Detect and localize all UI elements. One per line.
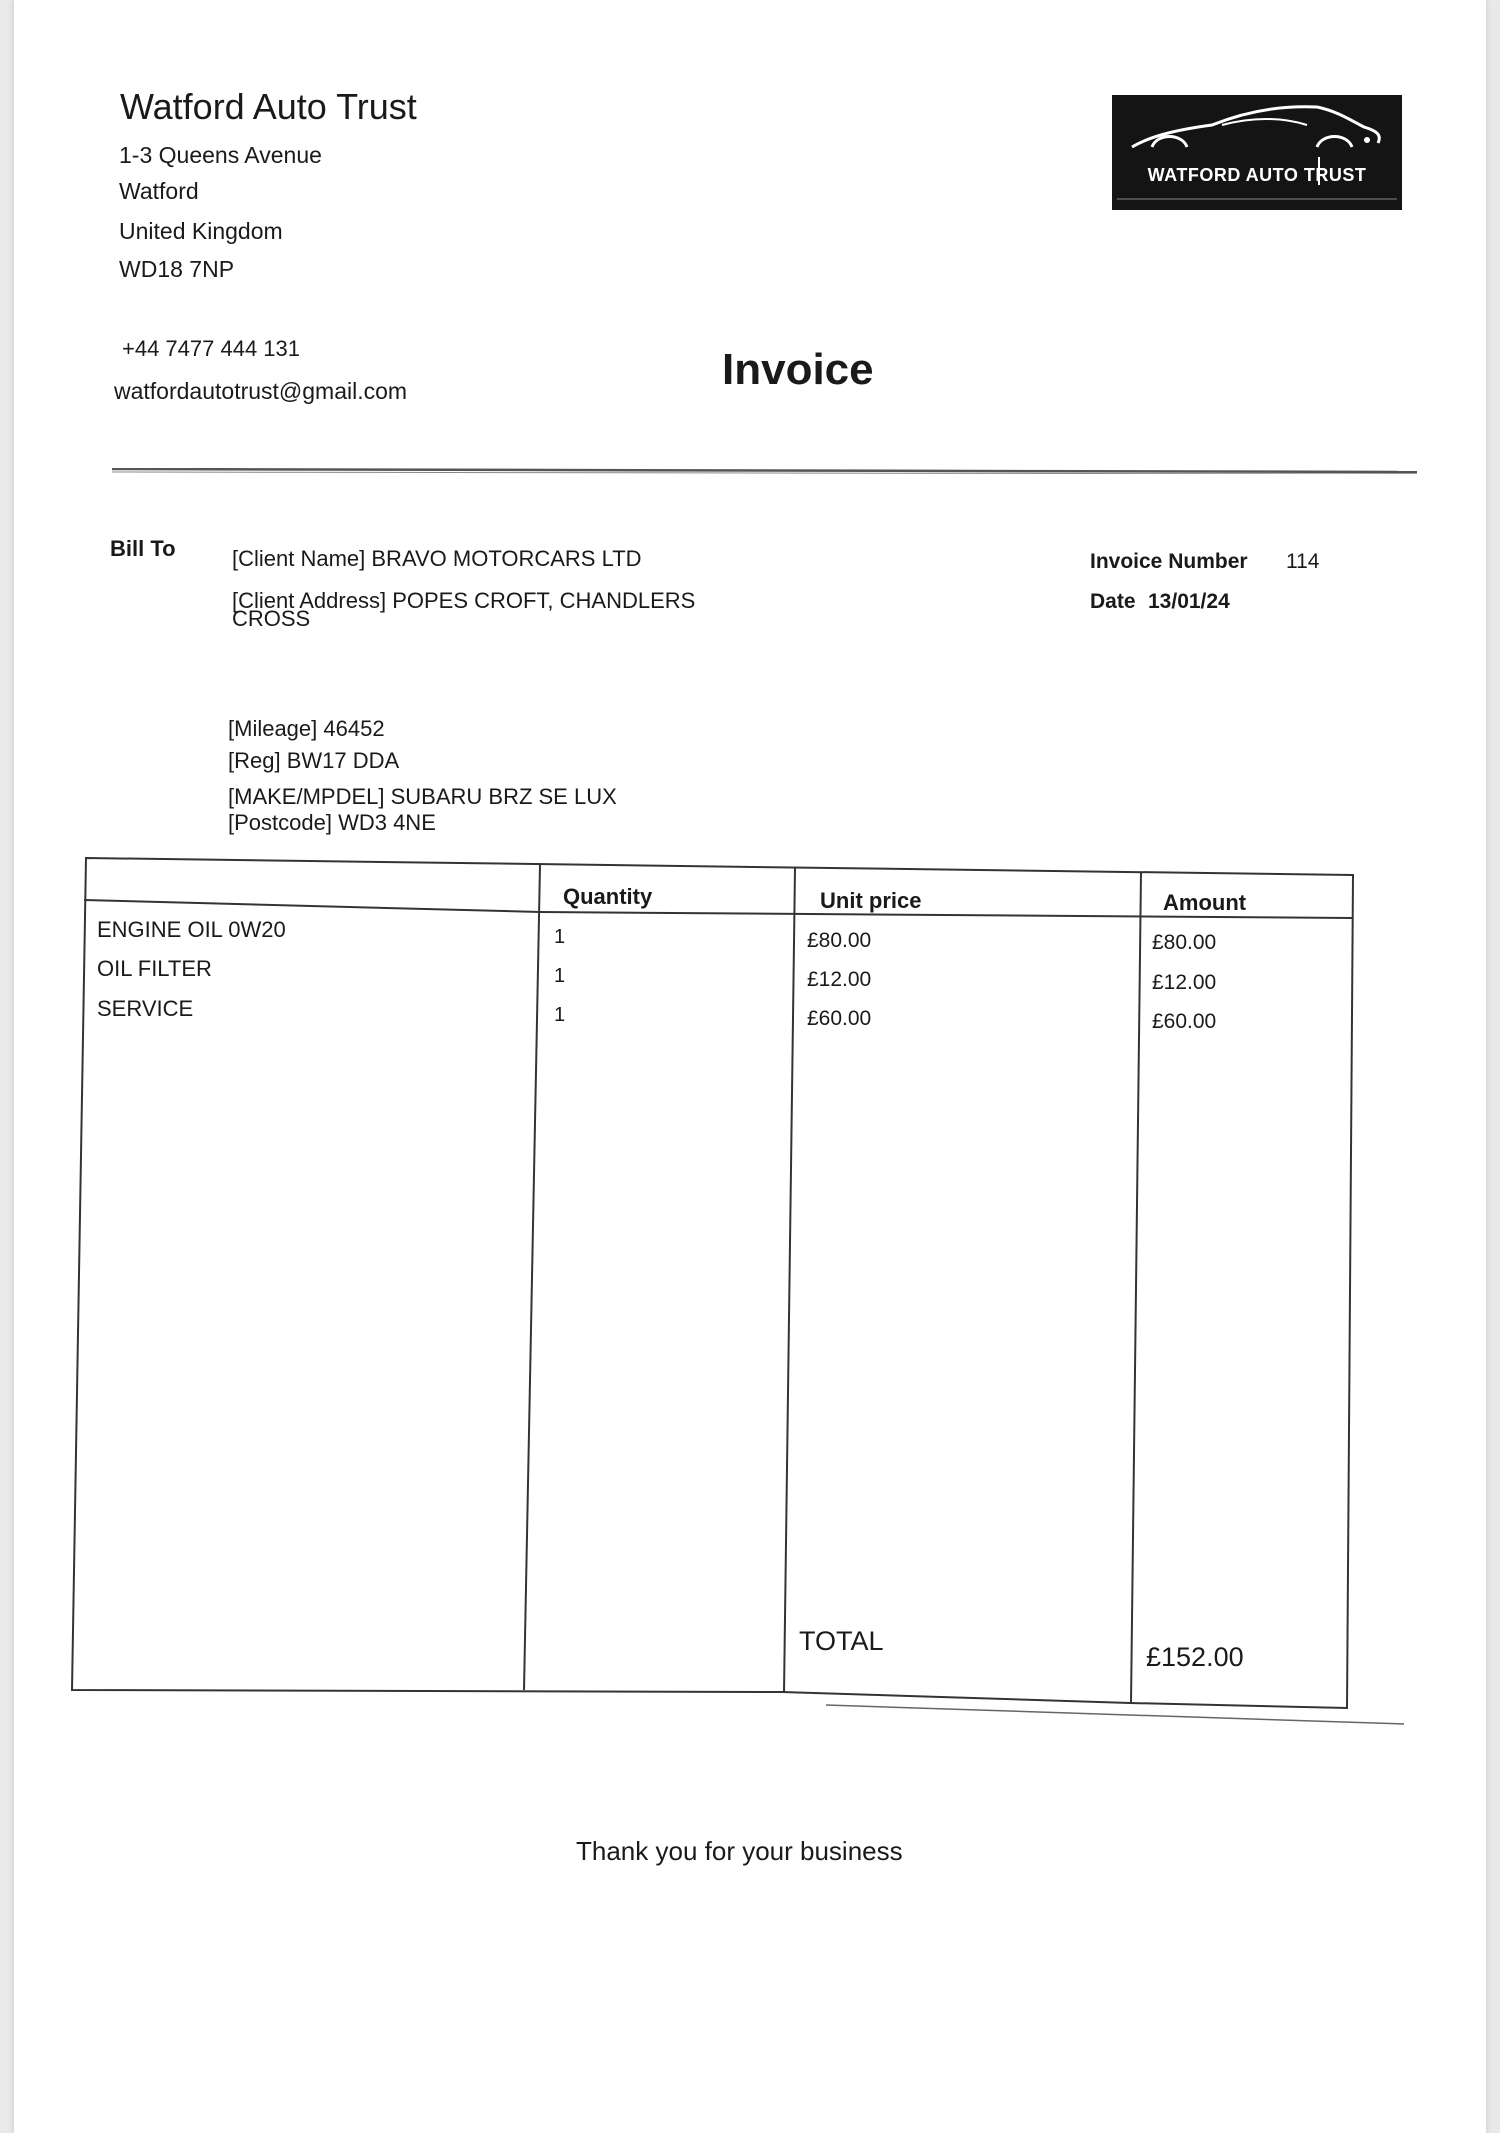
vehicle-mileage: [Mileage] 46452 bbox=[228, 716, 385, 741]
client-postcode: [Postcode] WD3 4NE bbox=[228, 810, 436, 835]
line-item-quantity: 1 bbox=[554, 1004, 566, 1026]
total-label: TOTAL bbox=[799, 1626, 884, 1656]
invoice-date-label: Date bbox=[1090, 590, 1136, 613]
logo-text: WATFORD AUTO TRUST bbox=[1147, 165, 1367, 185]
line-item-amount: £60.00 bbox=[1152, 1010, 1217, 1033]
line-item-quantity: 1 bbox=[554, 965, 566, 987]
line-item-amount: £80.00 bbox=[1152, 931, 1217, 954]
company-address-line: United Kingdom bbox=[119, 218, 283, 244]
invoice-title: Invoice bbox=[722, 345, 874, 394]
invoice-page bbox=[14, 0, 1486, 2133]
thank-you-note: Thank you for your business bbox=[576, 1836, 903, 1866]
company-name: Watford Auto Trust bbox=[120, 86, 417, 127]
bill-to-label: Bill To bbox=[110, 536, 176, 561]
company-postcode: WD18 7NP bbox=[119, 256, 235, 282]
line-item-description: OIL FILTER bbox=[97, 956, 212, 981]
company-address-line: Watford bbox=[119, 178, 199, 204]
unit-price-header: Unit price bbox=[820, 888, 922, 913]
client-name: [Client Name] BRAVO MOTORCARS LTD bbox=[232, 546, 642, 571]
client-address: [Client Address] POPES CROFT, CHANDLERS bbox=[232, 588, 696, 613]
invoice-number: 114 bbox=[1286, 550, 1320, 573]
company-address-line: 1-3 Queens Avenue bbox=[119, 142, 322, 168]
line-item-unit-price: £12.00 bbox=[807, 968, 872, 991]
company-phone: +44 7477 444 131 bbox=[122, 336, 301, 361]
line-item-description: SERVICE bbox=[97, 996, 194, 1021]
total-amount: £152.00 bbox=[1146, 1642, 1244, 1672]
invoice-number-label: Invoice Number bbox=[1090, 550, 1248, 573]
vehicle-make-model: [MAKE/MPDEL] SUBARU BRZ SE LUX bbox=[228, 784, 617, 809]
line-item-unit-price: £80.00 bbox=[807, 929, 872, 952]
invoice-date: 13/01/24 bbox=[1148, 590, 1230, 613]
client-address-cont: CROSS bbox=[232, 606, 311, 631]
company-email: watfordautotrust@gmail.com bbox=[114, 378, 408, 404]
line-item-quantity: 1 bbox=[554, 926, 566, 948]
vehicle-reg: [Reg] BW17 DDA bbox=[228, 748, 400, 773]
line-item-unit-price: £60.00 bbox=[807, 1007, 872, 1030]
quantity-header: Quantity bbox=[563, 884, 653, 909]
amount-header: Amount bbox=[1163, 890, 1247, 915]
line-item-description: ENGINE OIL 0W20 bbox=[97, 917, 286, 942]
line-item-amount: £12.00 bbox=[1152, 971, 1217, 994]
line-items-table-frame bbox=[14, 0, 1486, 1760]
